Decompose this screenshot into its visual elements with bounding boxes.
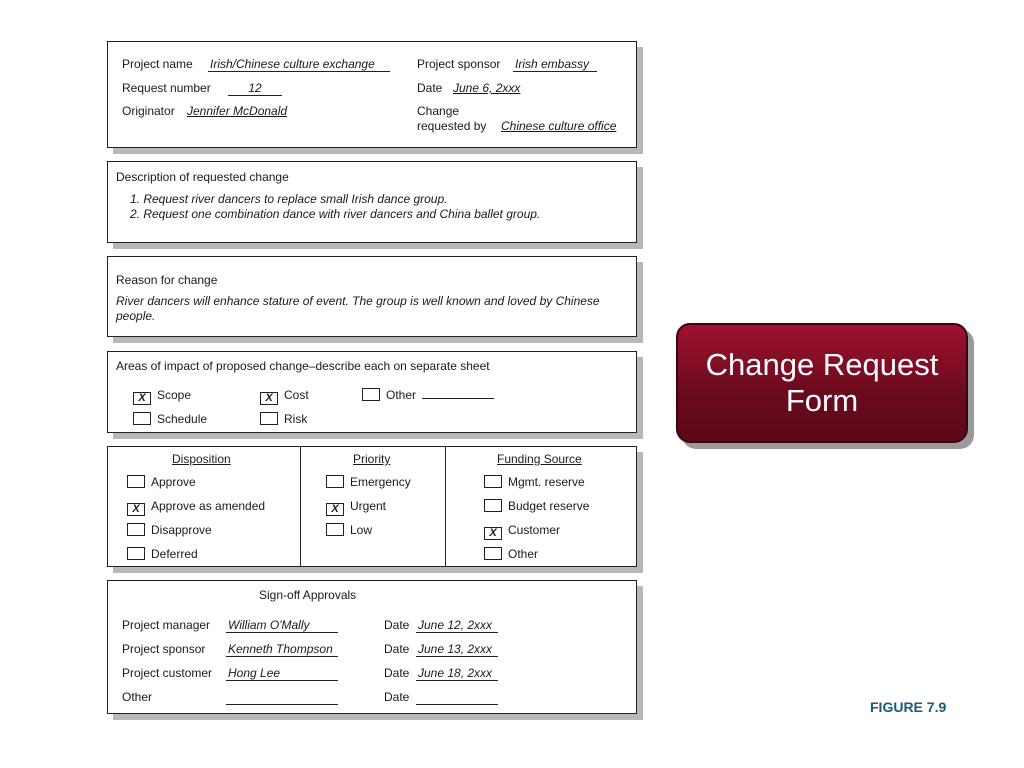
- signoff-date: [416, 690, 498, 705]
- project-name-label: Project name: [122, 57, 193, 71]
- checkbox[interactable]: [326, 475, 344, 488]
- impact-item-schedule[interactable]: Schedule: [133, 412, 207, 426]
- requested-by-label: requested by: [417, 119, 487, 133]
- impact-item-scope[interactable]: X Scope: [133, 388, 191, 405]
- disposition-approve[interactable]: Approve: [127, 475, 196, 489]
- request-number-label: Request number: [122, 81, 211, 95]
- impact-item-cost[interactable]: X Cost: [260, 388, 309, 405]
- impact-item-other[interactable]: Other: [362, 388, 494, 402]
- funding-mgmt-reserve[interactable]: Mgmt. reserve: [484, 475, 585, 489]
- checkbox[interactable]: X: [260, 392, 278, 405]
- funding-header: Funding Source: [497, 452, 582, 466]
- signoff-role: Project customer: [122, 666, 213, 680]
- description-line-1: 1. Request river dancers to replace small Irish dance group.: [130, 192, 448, 206]
- project-info-box: [107, 41, 637, 148]
- funding-customer[interactable]: X Customer: [484, 523, 560, 540]
- change-request-title-box: [676, 323, 968, 443]
- checkbox[interactable]: X: [326, 503, 344, 516]
- date-value: June 6, 2xxx: [453, 81, 521, 95]
- project-name-value: Irish/Chinese culture exchange: [208, 57, 390, 72]
- checkbox[interactable]: X: [484, 527, 502, 540]
- checkbox[interactable]: [260, 412, 278, 425]
- decision-box: [107, 446, 637, 567]
- description-line-2: 2. Request one combination dance with river dancers and China ballet group.: [130, 207, 541, 221]
- priority-header: Priority: [353, 452, 391, 466]
- project-sponsor-value: Irish embassy: [513, 57, 597, 72]
- reason-text: River dancers will enhance stature of event. The group is well known and loved by Chinese people.: [116, 294, 600, 323]
- funding-other[interactable]: Other: [484, 547, 538, 561]
- checkbox[interactable]: [133, 412, 151, 425]
- disposition-disapprove[interactable]: Disapprove: [127, 523, 212, 537]
- checkbox[interactable]: [127, 475, 145, 488]
- request-number-value: 12: [228, 81, 282, 96]
- title-line-2: Form: [785, 383, 859, 418]
- signoff-role: Project manager: [122, 618, 211, 632]
- signoff-role: Project sponsor: [122, 642, 206, 656]
- originator-value: Jennifer McDonald: [187, 104, 288, 118]
- checkbox[interactable]: X: [127, 503, 145, 516]
- signoff-name: [226, 690, 338, 705]
- reason-box: [107, 256, 637, 337]
- checkbox[interactable]: [484, 499, 502, 512]
- signoff-box: [107, 580, 637, 714]
- requested-by-value: Chinese culture office: [501, 119, 617, 133]
- priority-urgent[interactable]: X Urgent: [326, 499, 386, 516]
- disposition-approve-amended[interactable]: X Approve as amended: [127, 499, 265, 516]
- checkbox[interactable]: [326, 523, 344, 536]
- signoff-date: June 13, 2xxx: [416, 642, 498, 657]
- reason-label: Reason for change: [116, 273, 218, 287]
- disposition-header: Disposition: [172, 452, 231, 466]
- description-label: Description of requested change: [116, 170, 289, 184]
- signoff-date-label: Date: [384, 666, 410, 680]
- impact-item-risk[interactable]: Risk: [260, 412, 307, 426]
- signoff-name: William O'Mally: [226, 618, 338, 633]
- priority-emergency[interactable]: Emergency: [326, 475, 411, 489]
- checkbox[interactable]: X: [133, 392, 151, 405]
- signoff-date: June 12, 2xxx: [416, 618, 498, 633]
- signoff-date-label: Date: [384, 690, 410, 704]
- originator-label: Originator: [122, 104, 175, 118]
- signoff-date-label: Date: [384, 642, 410, 656]
- title-line-1: Change Request: [705, 347, 939, 382]
- impact-box: [107, 351, 637, 433]
- column-divider: [445, 447, 446, 566]
- checkbox[interactable]: [127, 547, 145, 560]
- checkbox[interactable]: [362, 388, 380, 401]
- signoff-date: June 18, 2xxx: [416, 666, 498, 681]
- project-sponsor-label: Project sponsor: [417, 57, 501, 71]
- figure-label: FIGURE 7.9: [870, 699, 947, 715]
- disposition-deferred[interactable]: Deferred: [127, 547, 198, 561]
- change-label: Change: [417, 104, 460, 118]
- description-box: [107, 161, 637, 243]
- funding-budget-reserve[interactable]: Budget reserve: [484, 499, 589, 513]
- signoff-name: Hong Lee: [226, 666, 338, 681]
- priority-low[interactable]: Low: [326, 523, 372, 537]
- signoff-name: Kenneth Thompson: [226, 642, 338, 657]
- checkbox[interactable]: [484, 547, 502, 560]
- checkbox[interactable]: [484, 475, 502, 488]
- signoff-role: Other: [122, 690, 153, 704]
- signoff-date-label: Date: [384, 618, 410, 632]
- signoff-title: Sign-off Approvals: [259, 588, 357, 602]
- impact-label: Areas of impact of proposed change–describe each on separate sheet: [116, 359, 490, 373]
- checkbox[interactable]: [127, 523, 145, 536]
- date-label: Date: [417, 81, 443, 95]
- column-divider: [300, 447, 301, 566]
